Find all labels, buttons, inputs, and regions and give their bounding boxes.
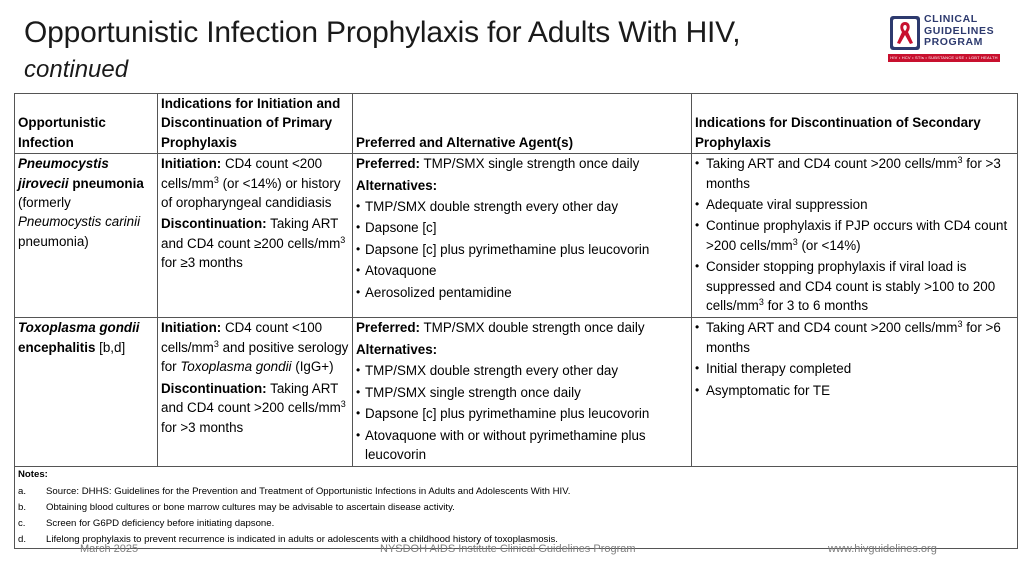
list-item: • Dapsone [c] plus pyrimethamine plus leucovorin <box>356 240 689 259</box>
list-item: • Atovaquone with or without pyrimethamine plus leucovorin <box>356 426 689 465</box>
awareness-ribbon-icon <box>890 16 920 50</box>
initiation-text: Initiation: CD4 count <200 cells/$mm^3$ (or <14%) or history of oropharyngeal candidiasis <box>161 156 341 211</box>
footer-date: March 2025 <box>80 543 139 555</box>
list-item: • Continue prophylaxis if PJP occurs with CD4 count >200 cells/$mm^3$ (or <14%) <box>695 216 1015 255</box>
list-item: • Taking ART and CD4 count >200 cells/$mm^3$ for >3 months <box>695 154 1015 193</box>
alternatives-list <box>356 361 689 464</box>
list-item: • Dapsone [c] plus pyrimethamine plus leucovorin <box>356 404 689 423</box>
list-item: • Aerosolized pentamidine <box>356 283 689 302</box>
cell-agents-toxoplasma <box>353 318 692 467</box>
secondary-criteria-list <box>695 154 1015 315</box>
cell-infection-pjp: Pneumocystis jirovecii pneumonia (formerly Pneumocystis carinii pneumonia) <box>15 154 158 318</box>
list-item: • TMP/SMX double strength every other day <box>356 197 689 216</box>
cell-agents-pjp <box>353 154 692 318</box>
cell-primary-pjp <box>158 154 353 318</box>
list-item: • Adequate viral suppression <box>695 195 1015 214</box>
alternatives-list <box>356 197 689 302</box>
notes-row <box>15 467 1018 549</box>
logo-tagline: HIV • HCV • STIs • SUBSTANCE USE • LGBT HEALTH <box>888 54 1000 62</box>
notes-title: Notes: <box>18 469 48 481</box>
header-secondary-discontinuation: Indications for Discontinuation of Secondary Prophylaxis <box>692 94 1018 154</box>
note-item: a. Source: DHHS: Guidelines for the Prevention and Treatment of Opportunistic Infections in Adults and Adolescents With HIV. <box>18 485 571 497</box>
header-primary-prophylaxis: Indications for Initiation and Discontinuation of Primary Prophylaxis <box>158 94 353 154</box>
logo-line-3: PROGRAM <box>924 36 984 48</box>
footer-program: NYSDOH AIDS Institute Clinical Guidelines Program <box>380 543 636 555</box>
prophylaxis-table <box>14 93 1018 549</box>
cell-infection-toxoplasma: Toxoplasma gondii encephalitis [b,d] <box>15 318 158 467</box>
note-item: d. Lifelong prophylaxis to prevent recurrence is indicated in adults or adolescents with a childhood history of toxoplasmosis. <box>18 534 558 546</box>
discontinuation-text: Discontinuation: Taking ART and CD4 count >200 cells/$mm^3$ for >3 months <box>161 380 346 435</box>
cell-secondary-pjp <box>692 154 1018 318</box>
notes-cell <box>15 467 1018 549</box>
table-row-pjp <box>15 154 1018 318</box>
list-item: • TMP/SMX single strength once daily <box>356 383 689 402</box>
footer-url[interactable]: www.hivguidelines.org <box>828 543 937 555</box>
program-logo <box>888 14 1008 64</box>
discontinuation-text: Discontinuation: Taking ART and CD4 count ≥200 cells/$mm^3$ for ≥3 months <box>161 216 346 271</box>
logo-line-2: GUIDELINES <box>924 24 995 37</box>
list-item: • Taking ART and CD4 count >200 cells/$mm^3$ for >6 months <box>695 318 1015 357</box>
table-row-toxoplasma <box>15 318 1018 467</box>
table-header-row <box>15 94 1018 154</box>
alternatives-label: Alternatives: <box>356 341 438 357</box>
logo-line-1: CLINICAL <box>924 13 978 25</box>
list-item: • TMP/SMX double strength every other day <box>356 361 689 380</box>
list-item: • Dapsone [c] <box>356 218 689 237</box>
list-item: • Initial therapy completed <box>695 359 1015 378</box>
list-item: • Atovaquone <box>356 261 689 280</box>
logo-wordmark <box>924 14 994 49</box>
preferred-agent: Preferred: TMP/SMX single strength once daily <box>356 156 640 172</box>
page-subtitle: continued <box>24 56 129 83</box>
page-title: Opportunistic Infection Prophylaxis for Adults With HIV, <box>24 16 741 49</box>
cell-primary-toxoplasma <box>158 318 353 467</box>
secondary-criteria-list <box>695 318 1015 400</box>
initiation-text: Initiation: CD4 count <100 cells/$mm^3$ and positive serology for Toxoplasma gondii (IgG+) <box>161 320 349 375</box>
list-item: • Consider stopping prophylaxis if viral load is suppressed and CD4 count is stably >100 to 200 cells/$mm^3$ for 3 to 6 months <box>695 257 1015 315</box>
note-item: b. Obtaining blood cultures or bone marrow cultures may be advisable to ascertain disease activity. <box>18 501 455 513</box>
list-item: • Asymptomatic for TE <box>695 381 1015 400</box>
note-item: c. Screen for G6PD deficiency before initiating dapsone. <box>18 517 275 529</box>
alternatives-label: Alternatives: <box>356 177 438 193</box>
cell-secondary-toxoplasma <box>692 318 1018 467</box>
header-infection: Opportunistic Infection <box>15 94 158 154</box>
preferred-agent: Preferred: TMP/SMX double strength once daily <box>356 320 645 336</box>
header-agents: Preferred and Alternative Agent(s) <box>353 94 692 154</box>
